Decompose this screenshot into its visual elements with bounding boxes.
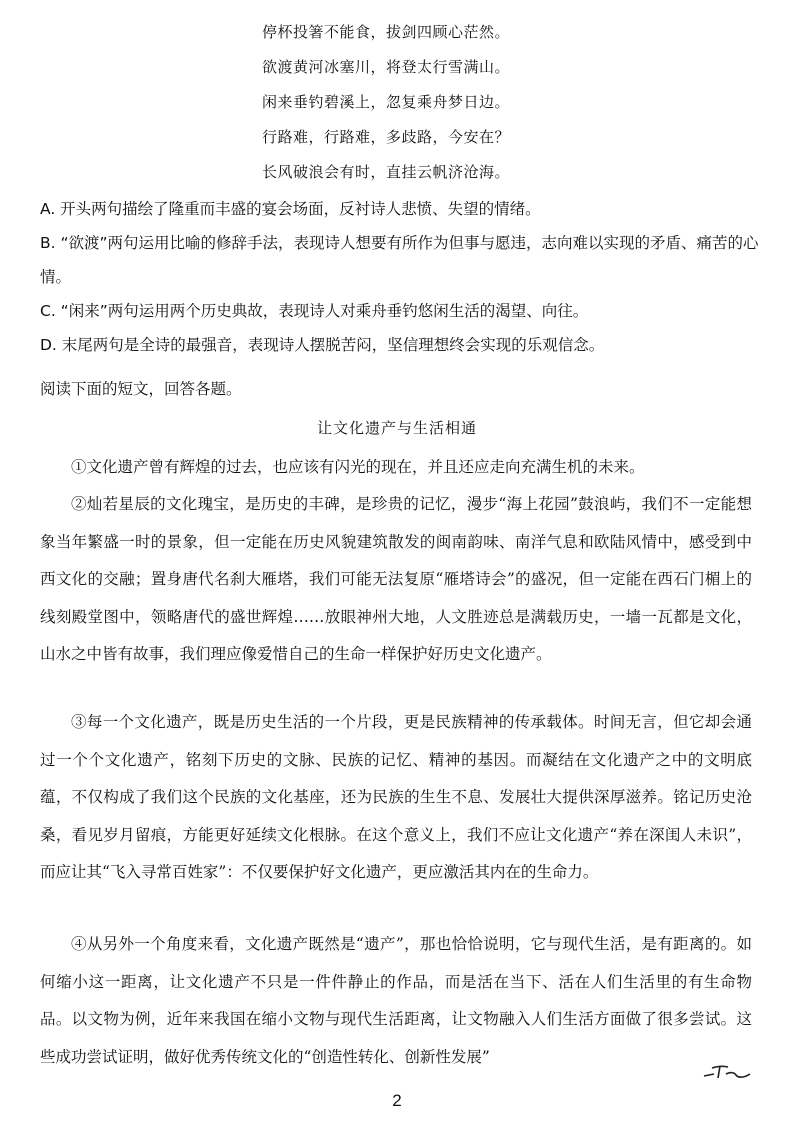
option-a: A. 开头两句描绘了隆重而丰盛的宴会场面，反衬诗人悲愤、失望的情绪。 <box>40 200 541 218</box>
essay-paragraph-1-block <box>40 449 752 487</box>
option-b: B. “欲渡”两句运用比喻的修辞手法，表现诗人想要有所作为但事与愿违，志向难以实现的矛盾、痛苦的心情。 <box>40 234 759 286</box>
page-number: 2 <box>392 1091 402 1110</box>
poem-line: 欲渡黄河冰塞川，将登太行雪满山。 <box>262 58 511 76</box>
essay-paragraph-3-block <box>40 704 752 892</box>
essay-paragraph-4-block <box>40 926 752 1076</box>
essay-paragraph: ④从另外一个角度来看，文化遗产既然是“遗产”，那也恰恰说明，它与现代生活，是有距离的。如何缩小这一距离，让文化遗产不只是一件件静止的作品，而是活在当下、活在人们生活里的有生命物品。以文物为例，近年来我国在缩小文物与现代生活距离，让文物融入人们生活方面做了很多尝试。这些成功尝试证明，做好优秀传统文化的“创造性转化、创新性发展” <box>40 935 752 1066</box>
option-c: C. “闲来”两句运用两个历史典故，表现诗人对乘舟垂钓悠闲生活的渴望、向往。 <box>40 302 589 320</box>
essay-title: 让文化遗产与生活相通 <box>316 419 477 437</box>
essay-paragraph: ①文化遗产曾有辉煌的过去，也应该有闪光的现在，并且还应走向充满生机的未来。 <box>71 458 645 476</box>
reading-instruction: 阅读下面的短文，回答各题。 <box>40 380 242 398</box>
option-d: D. 末尾两句是全诗的最强音，表现诗人摆脱苦闷，坚信理想终会实现的乐观信念。 <box>40 336 605 354</box>
essay-paragraph: ②灿若星辰的文化瑰宝，是历史的丰碑，是珍贵的记忆，漫步“海上花园”鼓浪屿，我们不一定能想象当年繁盛一时的景象，但一定能在历史风貌建筑散发的闽南韵味、南洋气息和欧陆风情中，感受到中西文化的交融；置身唐代名刹大雁塔，我们可能无法复原“雁塔诗会”的盛况，但一定能在西石门楣上的线刻殿堂图中，领略唐代的盛世辉煌……放眼神州大地，人文胜迹总是满载历史，一墙一瓦都是文化，山水之中皆有故事，我们理应像爱惜自己的生命一样保护好历史文化遗产。 <box>40 495 752 663</box>
poem-line: 闲来垂钓碧溪上，忽复乘舟梦日边。 <box>262 93 511 111</box>
poem-line: 行路难，行路难，多歧路，今安在？ <box>262 128 511 146</box>
poem-line: 停杯投箸不能食，拔剑四顾心茫然。 <box>262 23 511 41</box>
essay-paragraph-2-block <box>40 486 752 674</box>
essay-paragraph: ③每一个文化遗产，既是历史生活的一个片段，更是民族精神的传承载体。时间无言，但它却会通过一个个文化遗产，铭刻下历史的文脉、民族的记忆、精神的基因。而凝结在文化遗产之中的文明底蕴，不仅构成了我们这个民族的文化基座，还为民族的生生不息、发展壮大提供深厚滋养。铭记历史沧桑，看见岁月留痕，方能更好延续文化根脉。在这个意义上，我们不应让文化遗产“养在深闺人未识”，而应让其“飞入寻常百姓家”：不仅要保护好文化遗产，更应激活其内在的生命力。 <box>40 713 752 881</box>
poem-block <box>262 18 592 193</box>
answer-options <box>40 192 760 362</box>
poem-line: 长风破浪会有时，直挂云帆济沧海。 <box>262 163 511 181</box>
handwritten-mark <box>700 1060 760 1086</box>
